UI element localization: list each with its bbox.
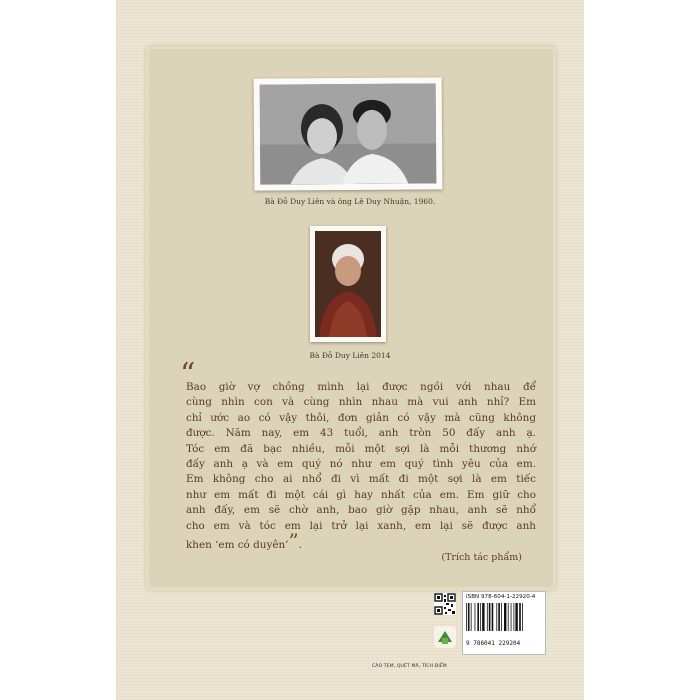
qr-code-icon [434, 593, 456, 615]
barcode-bar [496, 603, 497, 631]
quote-line-text: đấy anh ạ và em quý nó như em quý tình yêu của em. [186, 458, 536, 471]
barcode-bar [468, 603, 470, 631]
quote-line [186, 395, 536, 410]
barcode-bar [480, 603, 481, 631]
barcode-bar [511, 603, 512, 631]
portrait-photo-caption: Bà Đỗ Duy Liên 2014 [309, 351, 391, 360]
publisher-logo-icon [434, 626, 456, 648]
quote-line-text: như em mất đi một cái gì hay nhất của em. Em giữ cho [186, 488, 536, 501]
quote-line [186, 488, 536, 503]
barcode-bar [492, 603, 494, 631]
couple-photo-image [260, 83, 437, 184]
quote-line-text: cùng nhìn con và cùng nhìn nhau mà vui anh nhỉ? Em [186, 396, 536, 409]
quote-line-text: Em không cho ai nhổ đi vì mất đi một sợi là em tiếc [186, 473, 536, 486]
close-quote-mark: ” [288, 529, 299, 554]
barcode-bar [501, 603, 502, 631]
quote-line [186, 472, 536, 487]
barcode-bar [489, 603, 491, 631]
barcode-bar [487, 603, 488, 631]
letter-quote [186, 380, 536, 553]
book-back-cover [116, 0, 584, 700]
quote-line-text: khen ‘em có duyên’ [186, 539, 289, 552]
barcode-bar [515, 603, 517, 631]
quote-attribution: (Trích tác phẩm) [441, 552, 522, 563]
couple-photo [254, 77, 443, 190]
barcode-bar [471, 603, 472, 631]
quote-line-text: chỉ ước ao có vậy thôi, đơn giản có vậy mà cũng không [186, 411, 536, 424]
open-quote-mark: “ [180, 357, 196, 392]
barcode-bar [508, 603, 509, 631]
barcode-bar [504, 603, 506, 631]
barcode-digits: 9 786041 229204 [466, 640, 521, 647]
barcode-bar [477, 603, 479, 631]
barcode-bar [475, 603, 476, 631]
quote-line [186, 411, 536, 426]
quote-line [186, 442, 536, 457]
barcode-bar [482, 603, 484, 631]
quote-line-text: Bao giờ vợ chồng mình lại được ngồi với nhau để [186, 381, 536, 393]
couple-photo-caption: Bà Đỗ Duy Liên và ông Lê Duy Nhuận, 1960. [264, 197, 436, 206]
barcode-bar [514, 603, 515, 631]
barcode-bar [522, 603, 523, 631]
barcode-bar [498, 603, 500, 631]
quote-end-dot: . [298, 539, 303, 552]
stamp-instruction: CÀO TEM, QUÉT MÃ, TÍCH ĐIỂM [372, 664, 447, 669]
quote-line [186, 457, 536, 472]
portrait-photo [310, 226, 386, 342]
portrait-photo-image [315, 231, 381, 337]
quote-line [186, 380, 536, 395]
barcode-bar [466, 603, 467, 631]
quote-line-text: được. Năm nay, em 43 tuổi, anh tròn 50 đấy anh ạ. [186, 427, 536, 440]
quote-line-text: cho em và tóc em lại trở lại xanh, em lại sẽ được anh [186, 519, 536, 532]
quote-line [186, 519, 536, 534]
quote-line-text: Tóc em đã bạc nhiều, mỗi một sợi là mỗi thương nhớ [186, 442, 536, 455]
quote-line-text: anh đấy, em sẽ chờ anh, bao giờ gặp nhau, anh sẽ nhổ [186, 504, 536, 517]
barcode-bars-icon [466, 603, 542, 639]
isbn-number: ISBN 978-604-1-22920-4 [466, 594, 536, 600]
quote-line [186, 426, 536, 441]
quote-line [186, 503, 536, 518]
quote-line [186, 529, 536, 554]
barcode-bar [519, 603, 521, 631]
